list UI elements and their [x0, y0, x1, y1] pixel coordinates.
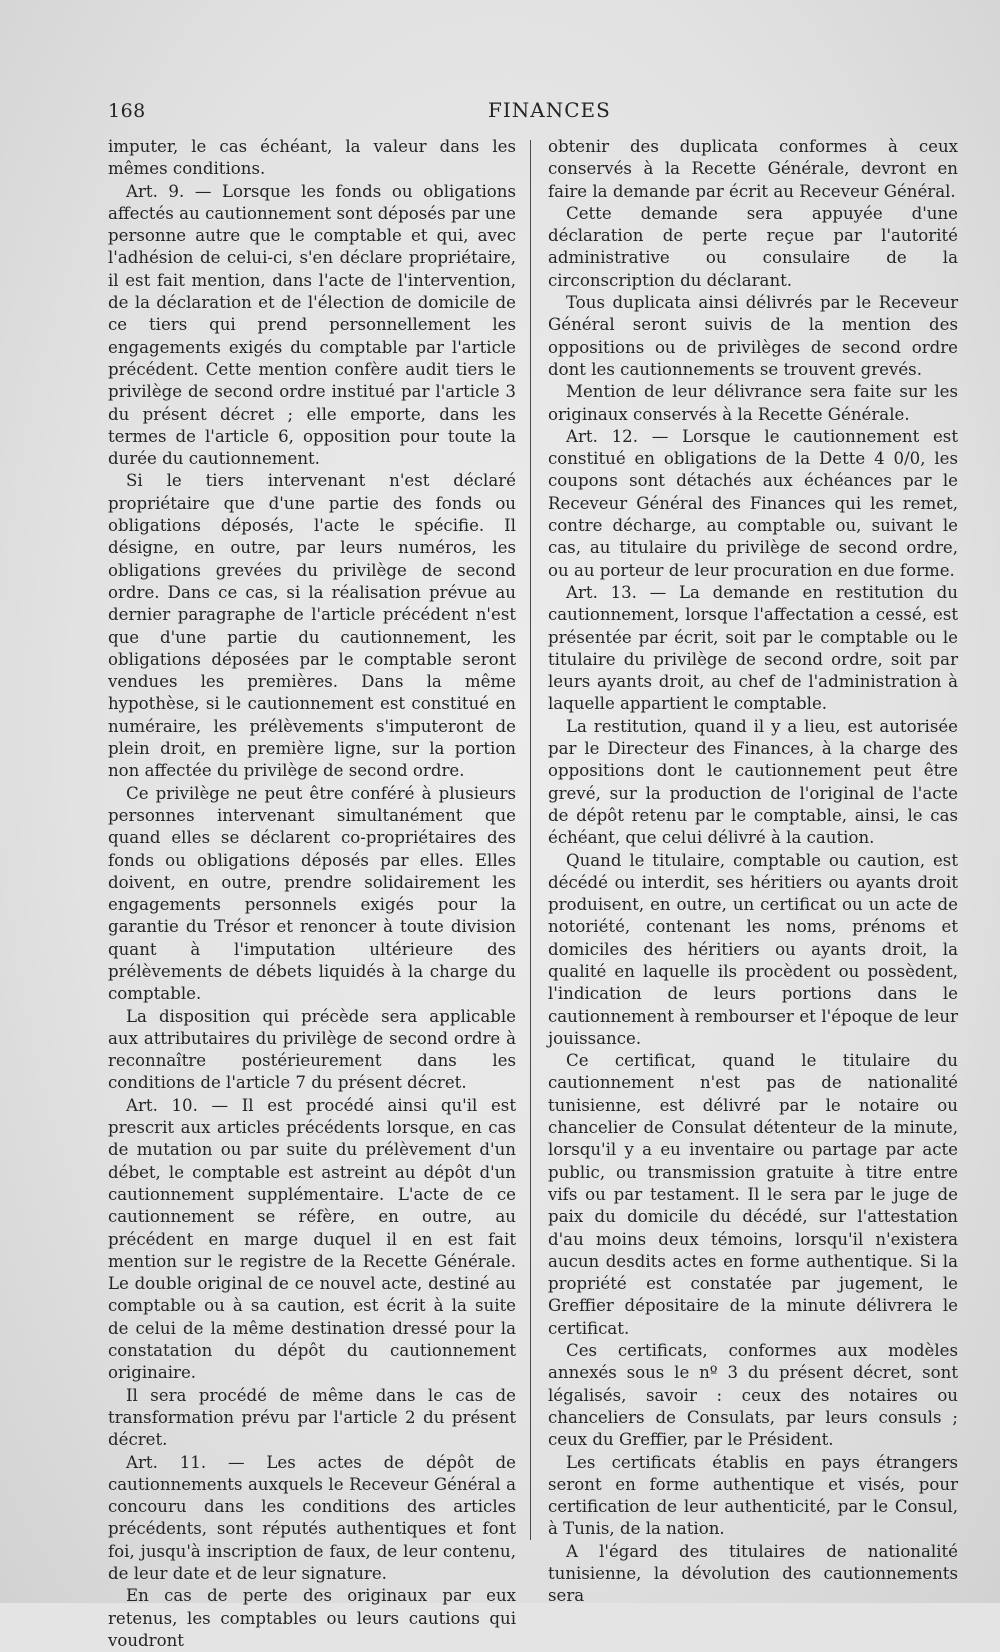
paragraph: La restitution, quand il y a lieu, est autorisée par le Directeur des Finances, à la charge des oppositions dont le cautionnement peut être grevé, sur la production de l'original de l'acte de dépôt retenu par le comptable, ainsi, le cas échéant, que celui délivré à la caution. [548, 716, 958, 848]
running-title: FINANCES [488, 98, 611, 122]
paragraph: En cas de perte des originaux par eux retenus, les comptables ou leurs cautions qui voudront [108, 1586, 516, 1650]
paragraph: Art. 11. — Les actes de dépôt de cautionnements auxquels le Receveur Général a concouru dans les conditions des articles précédents, sont réputés authentiques et font foi, jusqu'à inscription de faux, de leur contenu, de leur date et de leur signature. [108, 1452, 516, 1583]
paragraph: Les certificats établis en pays étrangers seront en forme authentique et visés, pour certification de leur authenticité, par le Consul, à Tunis, de la nation. [548, 1452, 958, 1539]
paragraph: Cette demande sera appuyée d'une déclaration de perte reçue par l'autorité administrative ou consulaire de la circonscription du déclarant. [548, 203, 958, 290]
right-column [548, 136, 958, 1608]
paragraph: A l'égard des titulaires de nationalité tunisienne, la dévolution des cautionnements sera [548, 1541, 958, 1606]
paragraph: Mention de leur délivrance sera faite sur les originaux conservés à la Recette Générale. [548, 382, 958, 424]
paragraph: La disposition qui précède sera applicable aux attributaires du privilège de second ordre à reconnaître postérieurement dans les conditions de l'article 7 du présent décret. [108, 1006, 516, 1093]
paragraph: Il sera procédé de même dans le cas de transformation prévu par l'article 2 du présent décret. [108, 1385, 516, 1450]
paragraph: obtenir des duplicata conformes à ceux conservés à la Recette Générale, devront en faire la demande par écrit au Receveur Général. [548, 137, 958, 201]
paragraph: Ce privilège ne peut être conféré à plusieurs personnes intervenant simultanément que quand elles se déclarent co-propriétaires des fonds ou obligations déposés par elles. Elles doivent, en outre, prendre solidairement les engagements personnels exigés pour la garantie du Trésor et renoncer à toute division quant à l'imputation ultérieure des prélèvements de débets liquidés à la charge du comptable. [108, 783, 516, 1004]
paragraph: Tous duplicata ainsi délivrés par le Receveur Général seront suivis de la mention des oppositions ou de privilèges de second ordre dont les cautionnements se trouvent grevés. [548, 293, 958, 379]
left-column [108, 136, 516, 1652]
paragraph: Art. 9. — Lorsque les fonds ou obligations affectés au cautionnement sont déposés par une personne autre que le comptable et qui, avec l'adhésion de celui-ci, s'en déclare propriétaire, il est fait mention, dans l'acte de l'intervention, de la déclaration et de l'élection de domicile de ce tiers qui prend personnellement les engagements exigés du comptable par l'article précédent. Cette mention confère audit tiers le privilège de second ordre institué par l'article 3 du présent décret ; elle emporte, dans les termes de l'article 6, opposition pour toute la durée du cautionnement. [108, 181, 516, 469]
paragraph: Art. 12. — Lorsque le cautionnement est constitué en obligations de la Dette 4 0/0, les coupons sont détachés aux échéances par le Receveur Général des Finances qui les remet, contre décharge, au comptable ou, suivant le cas, au titulaire du privilège de second ordre, ou au porteur de leur procuration en due forme. [548, 426, 958, 580]
column-divider [530, 140, 531, 1540]
page-header [108, 100, 958, 130]
paragraph: Ces certificats, conformes aux modèles annexés sous le nº 3 du présent décret, sont légalisés, savoir : ceux des notaires ou chanceliers de Consulats, par leurs consuls ; ceux du Greffier, par le Président. [548, 1341, 958, 1450]
paragraph: Si le tiers intervenant n'est déclaré propriétaire que d'une partie des fonds ou obligations déposés, l'acte le spécifie. Il désigne, en outre, par leurs numéros, les obligations grevées du privilège de second ordre. Dans ce cas, si la réalisation prévue au dernier paragraphe de l'article précédent n'est que d'une partie du cautionnement, les obligations déposées par le comptable seront vendues les premières. Dans la même hypothèse, si le cautionnement est constitué en numéraire, les prélèvements s'imputeront de plein droit, en première ligne, sur la portion non affectée du privilège de second ordre. [108, 471, 516, 781]
paragraph: imputer, le cas échéant, la valeur dans les mêmes conditions. [108, 137, 516, 179]
paragraph: Ce certificat, quand le titulaire du cautionnement n'est pas de nationalité tunisienne, est délivré par le notaire ou chancelier de Consulat détenteur de la minute, lorsqu'il y a eu inventaire ou partage par acte public, ou transmission gratuite à titre entre vifs ou par testament. Il le sera par le juge de paix du domicile du décédé, sur l'attestation d'au moins deux témoins, lorsqu'il n'existera aucun desdits actes en forme authentique. Si la propriété est constatée par jugement, le Greffier dépositaire de la minute délivrera le certificat. [548, 1051, 958, 1338]
paragraph: Art. 10. — Il est procédé ainsi qu'il est prescrit aux articles précédents lorsque, en cas de mutation ou par suite du prélèvement d'un débet, le comptable est astreint au dépôt d'un cautionnement supplémentaire. L'acte de ce cautionnement se réfère, en outre, au précédent en marge duquel il en est fait mention sur le registre de la Recette Générale. Le double original de ce nouvel acte, destiné au comptable ou à sa caution, est écrit à la suite de celui de la même destination dressé pour la constatation du dépôt du cautionnement originaire. [108, 1095, 516, 1383]
paragraph: Art. 13. — La demande en restitution du cautionnement, lorsque l'affectation a cessé, est présentée par écrit, soit par le comptable ou le titulaire du privilège de second ordre, soit par leurs ayants droit, au chef de l'administration à laquelle appartient le comptable. [548, 582, 958, 714]
paragraph: Quand le titulaire, comptable ou caution, est décédé ou interdit, ses héritiers ou ayants droit produisent, en outre, un certificat ou un acte de notoriété, contenant les noms, prénoms et domiciles des héritiers ou ayants droit, la qualité en laquelle ils procèdent ou possèdent, l'indication de leurs portions dans le cautionnement à rembourser et l'époque de leur jouissance. [548, 850, 958, 1048]
page-number: 168 [108, 100, 146, 122]
